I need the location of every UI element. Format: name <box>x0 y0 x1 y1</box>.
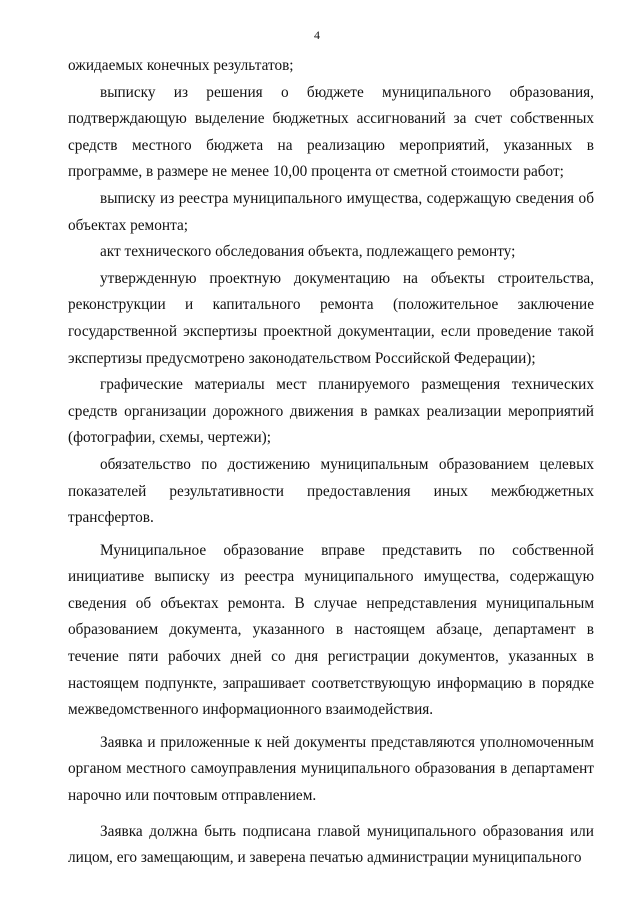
paragraph-submission-method: Заявка и приложенные к ней документы представляются уполномоченным органом местного самоуправления муниципального образования в департамент нарочно или почтовым отправлением. <box>68 733 594 805</box>
paragraph-graphic-materials: графические материалы мест планируемого размещения технических средств организации дорожного движения в рамках реализации мероприятий (фотографии, схемы, чертежи); <box>68 376 594 447</box>
paragraph-expected-results: ожидаемых конечных результатов; <box>68 57 294 74</box>
paragraph-own-initiative: Муниципальное образование вправе представить по собственной инициативе выписку из реестра муниципального имущества, содержащую сведения об объектах ремонта. В случае непредставления муниципальным образованием документа, указанного в настоящем абзаце, департамент в течение пяти рабочих дней со дня регистрации документов, указанных в настоящем подпункте, запрашивает соответствующую информацию в порядке межведомственного информационного взаимодействия. <box>68 541 594 719</box>
paragraph-technical-inspection-act: акт технического обследования объекта, подлежащего ремонту; <box>100 243 516 261</box>
paragraph-performance-obligation: обязательство по достижению муниципальным образованием целевых показателей результативности предоставления иных межбюджетных трансфертов. <box>68 455 594 527</box>
paragraph-budget-extract: выписку из решения о бюджете муниципального образования, подтверждающую выделение бюджетных ассигнований за счет собственных средств местного бюджета на реализацию мероприятий, указанных в программе, в размере не менее 10,00 процента от сметной стоимости работ; <box>68 83 594 181</box>
paragraph-signature-requirement: Заявка должна быть подписана главой муниципального образования или лицом, его замещающим, и заверена печатью администрации муниципального <box>68 822 594 867</box>
paragraph-project-documentation: утвержденную проектную документацию на объекты строительства, реконструкции и капитального ремонта (положительное заключение государственной экспертизы проектной документации, если проведение такой экспертизы предусмотрено законодательством Российской Федерации); <box>68 269 594 367</box>
page-number: 4 <box>314 28 320 42</box>
document-body <box>68 53 594 872</box>
paragraph-property-registry-extract: выписку из реестра муниципального имущества, содержащую сведения об объектах ремонта; <box>68 189 594 234</box>
